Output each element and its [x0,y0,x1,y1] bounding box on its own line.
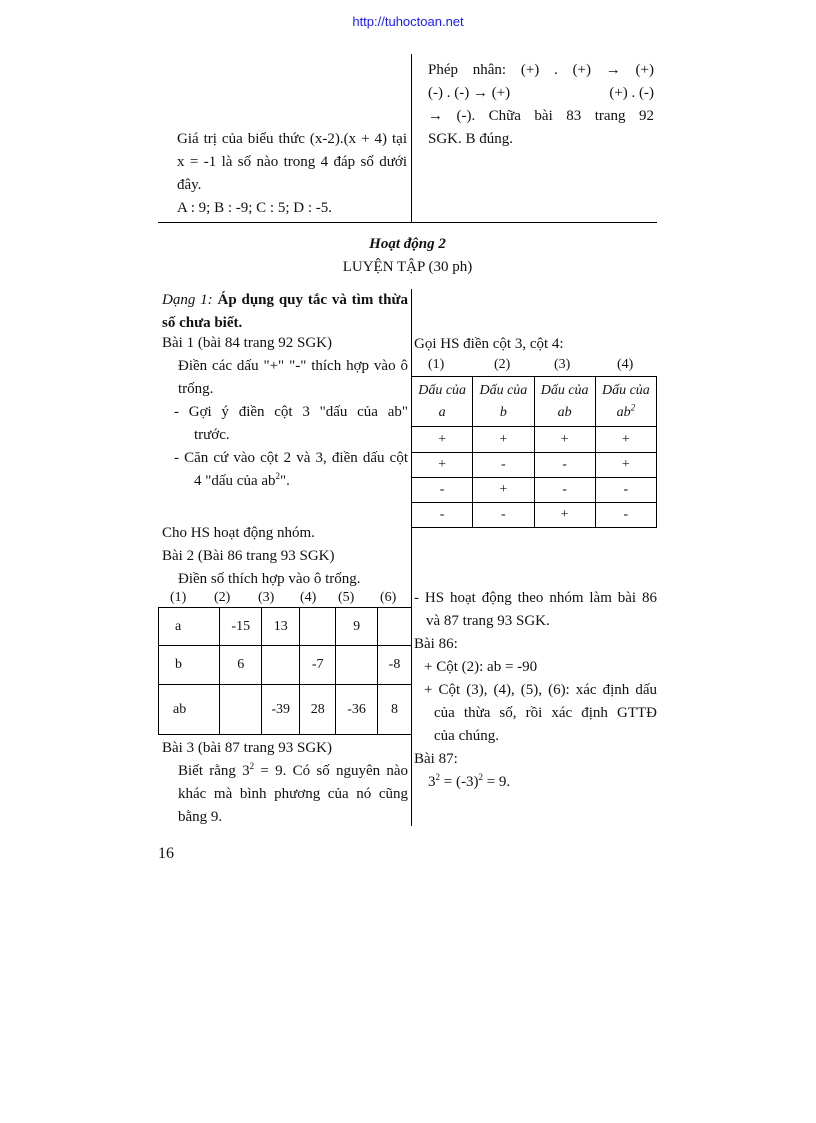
right-notes [414,587,657,794]
col-number: (6) [380,590,397,605]
number-table [158,607,412,735]
answer-line: Phép nhân: (+) . (+) → (+) [428,62,654,78]
table2-colnums [158,590,411,608]
table-cell: ab [159,685,220,735]
table-header: Dấu của b [473,377,534,427]
page-number: 16 [158,845,174,862]
table-cell: -15 [220,608,262,646]
table-cell: + [412,453,473,478]
table-cell [300,608,336,646]
table-cell [262,646,300,685]
table-cell: - [534,478,595,503]
bai1-line: - Căn cứ vào cột 2 và 3, điền dấu cột [174,450,408,466]
table-cell: a [159,608,220,646]
col-number: (3) [258,590,275,605]
col-number: (2) [494,357,511,372]
table-cell: 8 [378,685,412,735]
table-cell: 6 [220,646,262,685]
bai1-title: Bài 1 (bài 84 trang 92 SGK) [162,335,332,351]
note-line: Bài 87: [414,751,458,767]
table-cell: - [412,478,473,503]
table-cell: 13 [262,608,300,646]
bai2-block [162,522,408,591]
table-cell: -36 [336,685,378,735]
dang1-block [162,289,408,335]
table-cell: - [473,453,534,478]
answer-line: SGK. B đúng. [428,131,514,147]
table-cell: - [412,503,473,528]
table-cell: + [473,427,534,453]
table-cell: b [159,646,220,685]
col-number: (5) [338,590,355,605]
dang1-title-cont: số chưa biết. [162,315,243,331]
bai1-line: 4 "dấu của $ab^2$". [194,471,290,489]
table-cell: - [534,453,595,478]
dang1-title: Áp dụng quy tắc và tìm thừa [217,292,408,308]
bai1-block [162,332,408,493]
note-line: Bài 86: [414,636,458,652]
bai3-title: Bài 3 (bài 87 trang 93 SGK) [162,740,332,756]
answer-block [428,59,654,151]
note-line: của chúng. [434,728,499,744]
bai1-line: Điền các dấu "+" "-" thích hợp vào ô [178,358,408,374]
table-cell: -7 [300,646,336,685]
table-cell: + [534,503,595,528]
bai3-line: Biết rằng $3^2 = 9$. Có số nguyên nào [178,761,408,779]
table-row [159,608,412,646]
col-number: (4) [300,590,317,605]
note-line: - HS hoạt động theo nhóm làm bài 86 [414,590,657,606]
table-cell: + [473,478,534,503]
table-cell [378,608,412,646]
bai2-title: Bài 2 (Bài 86 trang 93 SGK) [162,548,335,564]
activity-subtitle: LUYỆN TẬP (30 ph) [342,259,473,275]
table-cell: 9 [336,608,378,646]
activity-title: Hoạt động 2 [369,236,446,252]
table-row [412,503,657,528]
note-line: và 87 trang 93 SGK. [426,613,550,629]
col-number: (1) [428,357,445,372]
table-cell: -39 [262,685,300,735]
answer-line: (+) . (-) [609,85,654,101]
table1-colnums [411,357,657,375]
table-row [412,427,657,453]
col-number: (3) [554,357,571,372]
table-cell: 28 [300,685,336,735]
question-line: đây. [177,177,202,193]
bai2-desc: Điền số thích hợp vào ô trống. [178,571,361,587]
bai1-line: trước. [194,427,230,443]
table-cell: + [534,427,595,453]
bai3-line: bằng 9. [178,809,223,825]
table-cell: + [595,453,656,478]
question-line: Giá trị của biểu thức (x-2).(x + 4) tại [177,131,407,147]
group-note: Cho HS hoạt động nhóm. [162,525,315,541]
table-row [412,478,657,503]
table-row [159,646,412,685]
table-cell: + [412,427,473,453]
answer-options: A : 9; B : -9; C : 5; D : -5. [177,200,333,216]
note-line: + Cột (3), (4), (5), (6): xác định dấu [424,682,657,698]
note-line: + Cột (2): ab = -90 [424,659,538,675]
bai3-line: khác mà bình phương của nó cũng [178,786,408,802]
question-line: x = -1 là số nào trong 4 đáp số dưới [177,154,407,170]
bai1-line: - Gợi ý điền cột 3 "dấu của ab" [174,404,408,420]
col-number: (1) [170,590,187,605]
table-cell: + [595,427,656,453]
top-divider [411,54,412,222]
table-cell: - [595,478,656,503]
section-separator [158,222,657,223]
table-row [412,453,657,478]
note-line: của thừa số, rồi xác định GTTĐ [434,705,657,721]
dang1-label: Dạng 1: [162,292,213,308]
table-cell [220,685,262,735]
answer-line: → (-). Chữa bài 83 trang 92 [428,108,654,124]
table1-intro: Gọi HS điền cột 3, cột 4: [414,336,564,352]
bai1-line: trống. [178,381,214,397]
col-number: (4) [617,357,634,372]
note-line: $3^2 = (-3)^2 = 9$. [428,772,511,790]
answer-line: (-) . (-) → (+) [428,85,511,101]
table-cell: -8 [378,646,412,685]
table-header: Dấu của ab [534,377,595,427]
table-cell [336,646,378,685]
sign-table [411,376,657,528]
table-header: Dấu của a [412,377,473,427]
header-url[interactable]: http://tuhoctoan.net [352,14,464,29]
col-number: (2) [214,590,231,605]
table-cell: - [473,503,534,528]
bai3-block [162,737,408,829]
table-row [159,685,412,735]
table-header: Dấu của $ab^2$ [595,377,656,427]
table-cell: - [595,503,656,528]
question-block [177,128,407,220]
